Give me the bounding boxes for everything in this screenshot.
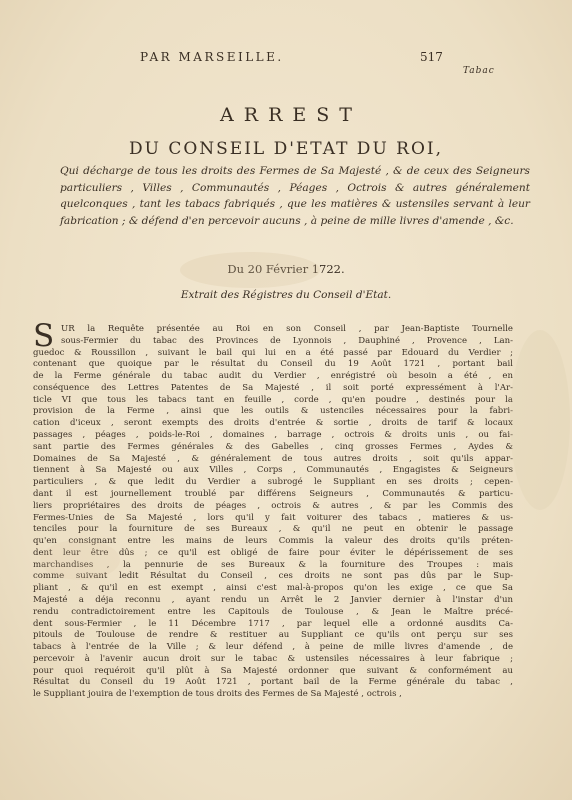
body-line: percevoir à l'avenir aucun droit sur le tabac & ustensiles nécessaires à leur fabrique ; (33, 653, 513, 664)
body-line: dant il est journellement troublé par différens Seigneurs , Communautés & particu- (33, 488, 513, 499)
extract-heading: Extrait des Régistres du Conseil d'Etat. (180, 289, 392, 301)
body-line: qu'en consignant entre les mains de leurs Commis la valeur des droits qu'ils préten- (33, 536, 513, 547)
summary-paragraph: Qui décharge de tous les droits des Fermes de Sa Majesté , & de ceux des Seigneurs particuliers , Villes , Communautés , Péages , Octrois & autres généralement quelconques , tant les tabacs fabriqués , que les matières & ustensiles servant à leur fabrication ; & défend d'en percevoir aucuns , à peine de mille livres d'amende , &c. (60, 165, 530, 227)
body-line: provision de la Ferme , ainsi que les outils & ustenciles nécessaires pour la fabri- (33, 406, 513, 417)
body-line: Fermes-Unies de Sa Majesté , lors qu'il y fait voiturer des tabacs , matieres & us- (33, 512, 513, 523)
running-head-title: PAR MARSEILLE. (140, 50, 284, 64)
body-line: sous-Fermier du tabac des Provinces de Lyonnois , Dauphiné , Provence , Lan- (61, 335, 513, 346)
body-line: rendu contradictoirement entre les Capitouls de Toulouse , & Jean le Maître précé- (33, 606, 513, 617)
body-line: guedoc & Roussillon , suivant le bail qui lui en a été passé par Edouard du Verdier ; (33, 347, 513, 358)
drop-cap: S (33, 318, 55, 354)
body-line: Résultat du Conseil du 19 Août 1721 , portant bail de la Ferme générale du tabac , (33, 677, 513, 688)
body-line: sant partie des Fermes générales & des Gabelles , cinq grosses Fermes , Aydes & (33, 441, 513, 452)
body-line: tiennent à Sa Majesté ou aux Villes , Corps , Communautés , Engagistes & Seigneurs (33, 465, 513, 476)
body-line: liers propriétaires des droits de péages , octrois & autres , & par les Commis des (33, 500, 513, 511)
document-subtitle-heading: DU CONSEIL D'ETAT DU ROI, (128, 139, 444, 159)
body-line: marchandises , la pennurie de ses Bureaux & la fourniture des Troupes : mais (33, 559, 513, 570)
body-line: cation d'iceux , seront exempts des droits d'entrée & sortie , droits de tarif & locaux (33, 418, 513, 429)
body-paragraph (33, 318, 513, 701)
decree-date: Du 20 Février 1722. (227, 262, 345, 276)
body-line: tabacs à l'entrée de la Ville ; & leur défend , à peine de mille livres d'amende , de (33, 642, 513, 653)
margin-note: Tabac (463, 66, 495, 76)
body-line: ticle VI que tous les tabacs tant en feuille , corde , qu'en poudre , destinés pour la (33, 394, 513, 405)
body-line: Majesté a déja reconnu , ayant rendu un Arrêt le 2 Janvier dernier à l'instar d'un (33, 594, 513, 605)
body-line: tenciles pour la fourniture de ses Bureaux , & qu'il ne peut en obtenir le passage (33, 524, 513, 535)
body-line: le Suppliant jouira de l'exemption de tous droits des Fermes de Sa Majesté , octrois , (33, 689, 402, 700)
body-line: conséquence des Lettres Patentes de Sa Majesté , il soit porté expressément à l'Ar- (33, 382, 513, 393)
body-line: de la Ferme générale du tabac audit du Verdier , enrégistré où besoin a été , en (33, 371, 513, 382)
document-title: ARREST (220, 104, 362, 126)
body-line: dent sous-Fermier , le 11 Décembre 1717 , par lequel elle a ordonné ausdits Ca- (33, 618, 513, 629)
running-head (0, 50, 572, 76)
page-number: 517 (420, 50, 443, 64)
body-line: pliant , & qu'il en est exempt , ainsi c'est mal-à-propos qu'on les exige , ce que Sa (33, 583, 513, 594)
body-line: comme suivant ledit Résultat du Conseil , ces droits ne sont pas dûs par le Sup- (33, 571, 513, 582)
body-line: particuliers , & que ledit du Verdier a subrogé le Suppliant en ses droits ; cepen- (33, 477, 513, 488)
body-line: pitouls de Toulouse de rendre & restituer au Suppliant ce qu'ils ont perçu sur ses (33, 630, 513, 641)
body-line: dent leur être dûs ; ce qu'il est obligé de faire pour éviter le dépérissement de ses (33, 547, 513, 558)
body-line: passages , péages , poids-le-Roi , domaines , barrage , octrois & droits unis , ou fai- (33, 430, 513, 441)
body-line: contenant que quoique par le résultat du Conseil du 19 Août 1721 , portant bail (33, 359, 513, 370)
body-line: pour quoi requéroit qu'il plût à Sa Majesté ordonner que suivant & conformément au (33, 665, 513, 676)
body-line: UR la Requête présentée au Roi en son Conseil , par Jean-Baptiste Tournelle (61, 324, 513, 334)
body-line: Domaines de Sa Majesté , & généralement de tous autres droits , soit qu'ils appar- (33, 453, 513, 464)
